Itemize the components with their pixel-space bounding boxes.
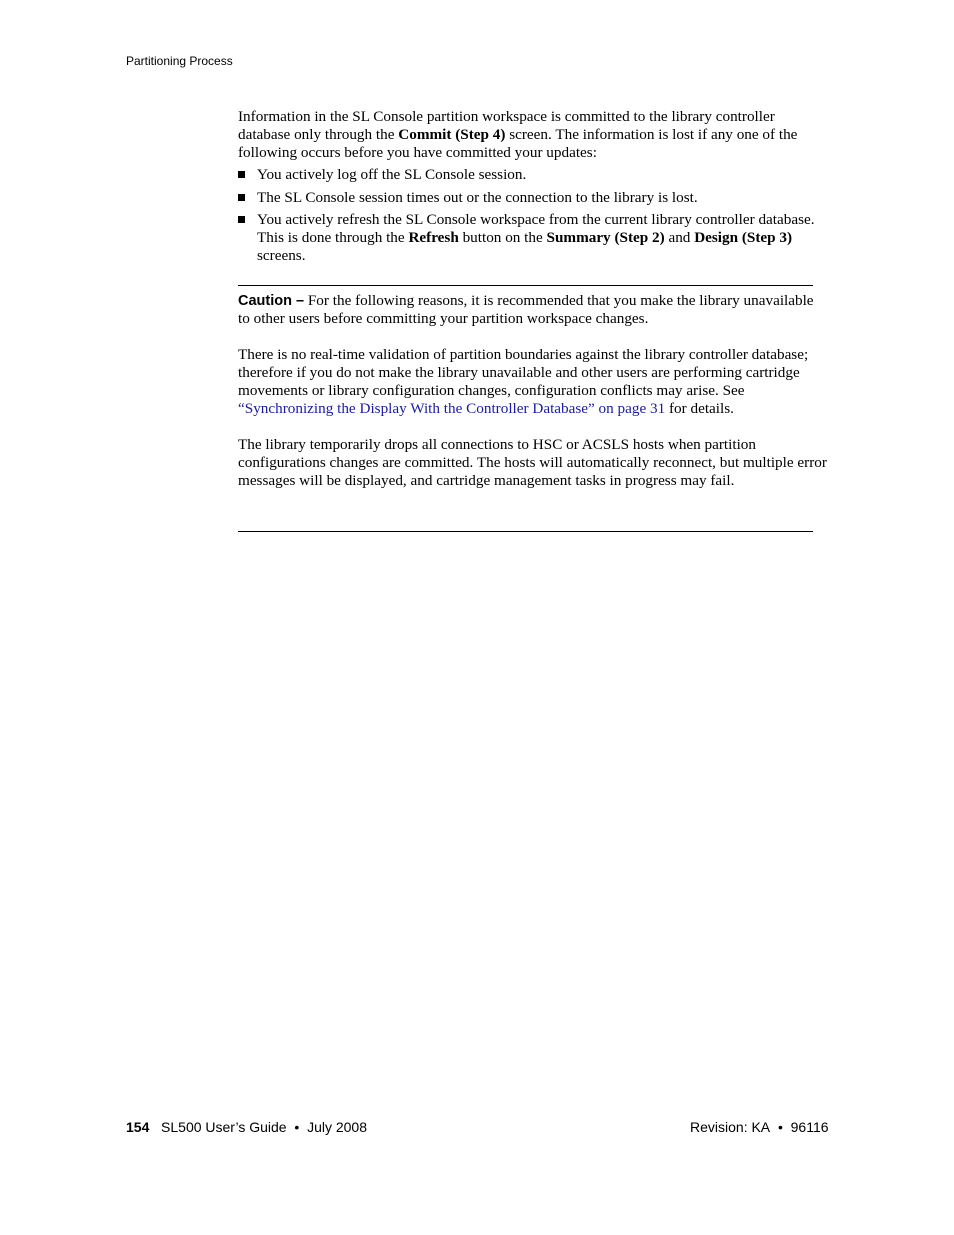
caution-label: Caution – xyxy=(238,293,305,309)
separator-bullet: • xyxy=(294,1119,300,1135)
list-item-text: You actively refresh the SL Console workspace from the current library controller database. This is done through the xyxy=(257,211,815,246)
commit-step-label: Commit (Step 4) xyxy=(398,126,506,143)
doc-number: 96116 xyxy=(790,1119,829,1135)
caution-box xyxy=(238,285,827,532)
design-step-label: Design (Step 3) xyxy=(694,229,793,246)
doc-date: July 2008 xyxy=(307,1119,367,1135)
caution-text: For the following reasons, it is recommended that you make the library unavailable to other users before committing your partition workspace changes. xyxy=(238,292,814,327)
list-item-text: You actively log off the SL Console session. xyxy=(257,166,527,183)
list-item-text: button on the xyxy=(458,229,547,246)
caution-text: for details. xyxy=(665,400,734,417)
square-bullet-icon xyxy=(238,216,245,223)
separator-bullet: • xyxy=(777,1119,783,1135)
page-number: 154 xyxy=(126,1119,150,1135)
running-header xyxy=(126,53,233,69)
list-item-text: and xyxy=(664,229,695,246)
intro-text xyxy=(238,108,828,162)
caution-text: There is no real-time validation of partition boundaries against the library controller database; therefore if you do not make the library unavailable and other users are performing cartridge movements or library configuration changes, configuration conflicts may arise. See xyxy=(238,346,809,399)
revision-label: Revision: KA xyxy=(690,1119,771,1135)
list-item xyxy=(238,166,828,184)
doc-title: SL500 User’s Guide xyxy=(161,1119,287,1135)
square-bullet-icon xyxy=(238,171,245,178)
caution-paragraph xyxy=(238,346,828,418)
section-title: Partitioning Process xyxy=(126,54,233,68)
caution-paragraph xyxy=(238,292,828,328)
intro-text-part: Information in the SL Console partition workspace is committed to the library controller database only through the xyxy=(238,108,775,143)
caution-text: The library temporarily drops all connections to HSC or ACSLS hosts when partition configurations changes are committed. The hosts will automatically reconnect, but multiple error messages will be displayed, and cartridge management tasks in progress may fail. xyxy=(238,436,827,489)
footer-left xyxy=(126,1118,367,1136)
intro-paragraph xyxy=(238,108,828,162)
bullet-list xyxy=(238,166,828,270)
caution-paragraph xyxy=(238,436,828,490)
summary-step-label: Summary (Step 2) xyxy=(546,229,665,246)
list-item xyxy=(238,189,828,207)
list-item xyxy=(238,211,828,265)
cross-reference-link[interactable]: “Synchronizing the Display With the Controller Database” on page 31 xyxy=(238,400,666,417)
square-bullet-icon xyxy=(238,194,245,201)
footer-right xyxy=(690,1118,829,1136)
caution-content xyxy=(238,292,828,508)
refresh-label: Refresh xyxy=(408,229,459,246)
list-item-text: The SL Console session times out or the connection to the library is lost. xyxy=(257,188,698,206)
list-item-text: screens. xyxy=(257,247,306,264)
intro-text-part: screen. The information is lost if any one of the following occurs before you have committed your updates: xyxy=(238,126,798,161)
